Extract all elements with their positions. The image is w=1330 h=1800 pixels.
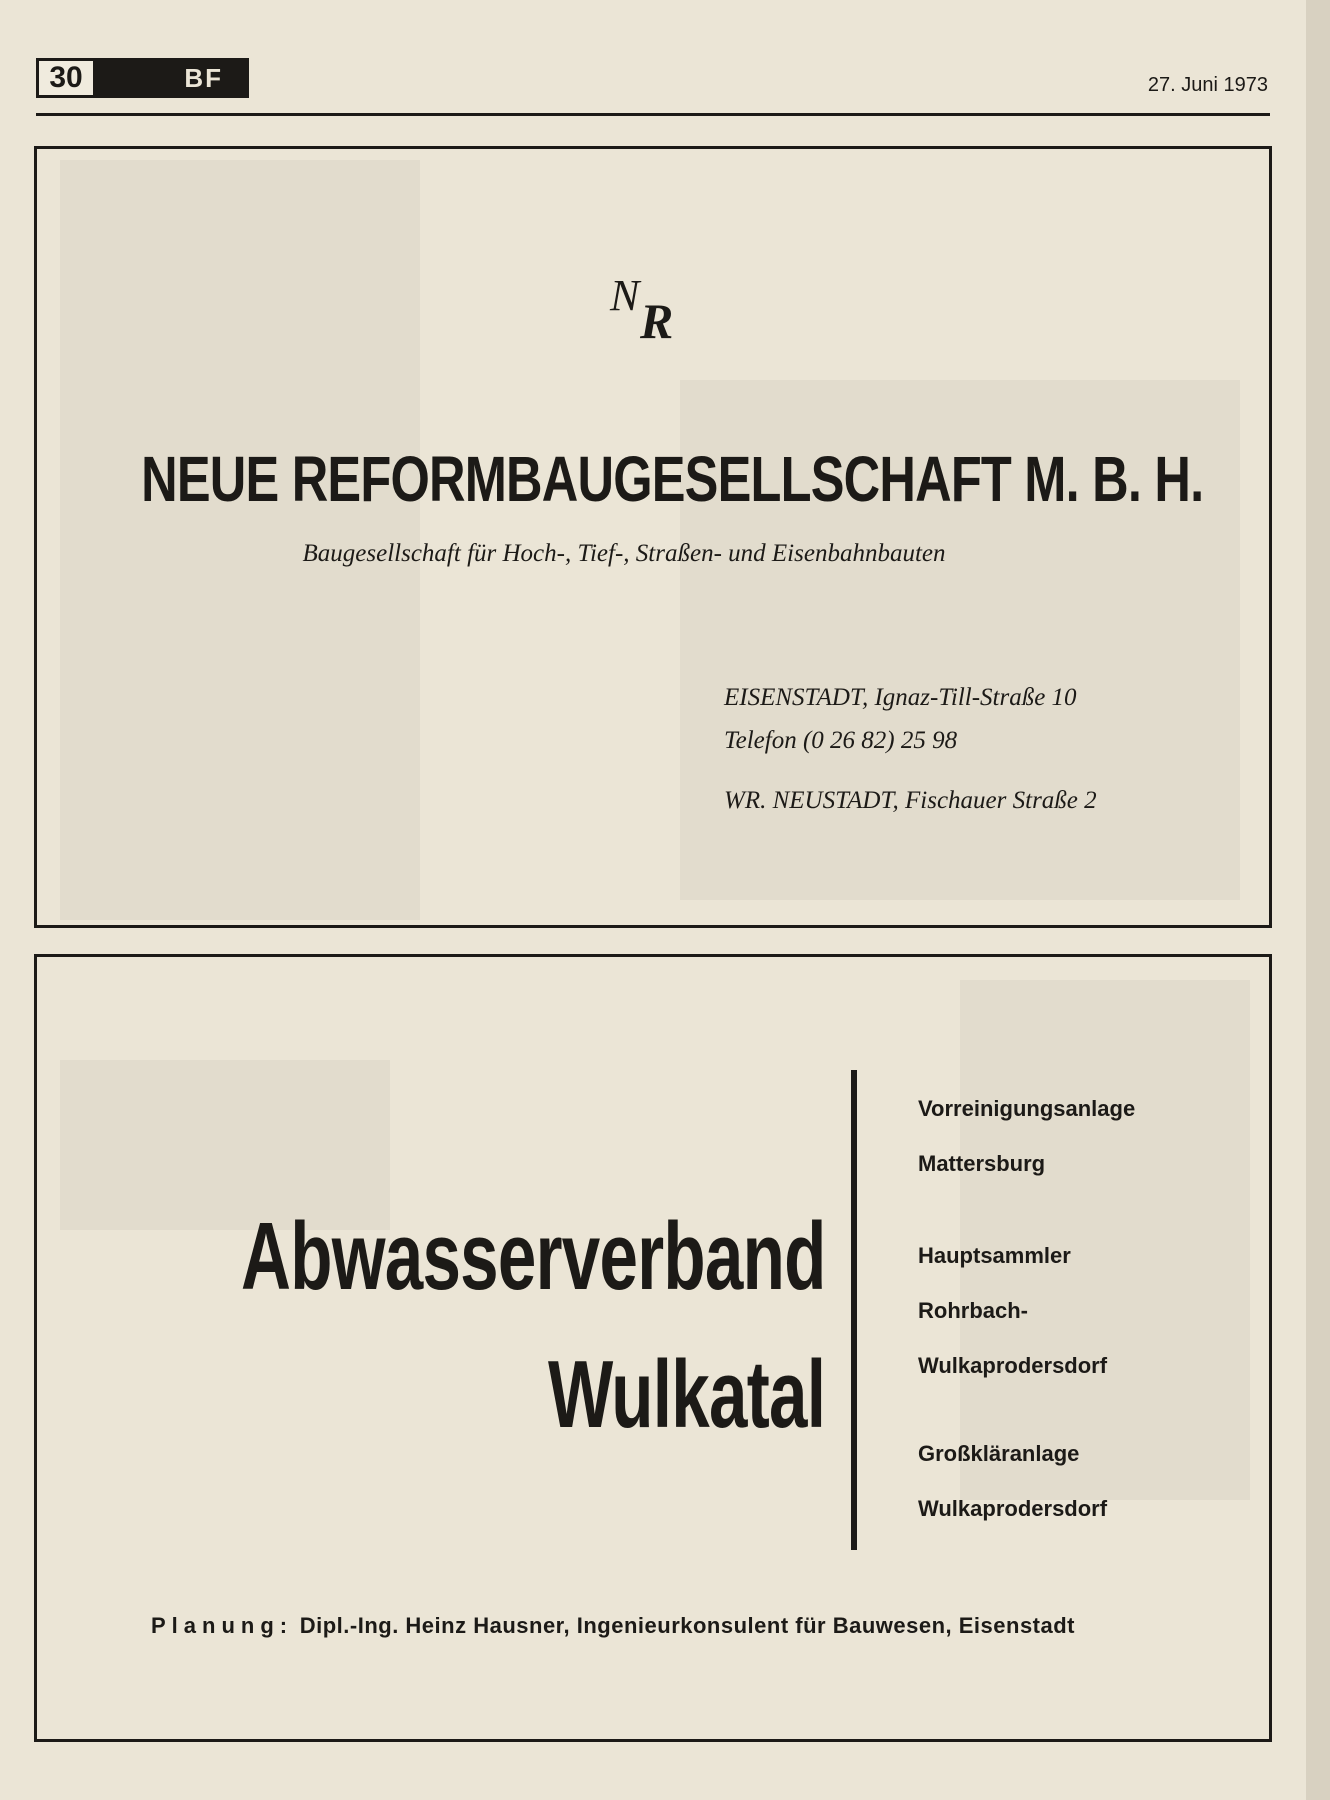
phone-number: Telefon (0 26 82) 25 98 xyxy=(724,727,958,754)
planning-engineer: Dipl.-Ing. Heinz Hausner, Ingenieurkonsulent für Bauwesen, Eisenstadt xyxy=(299,1613,1076,1638)
project-item: Wulkaprodersdorf xyxy=(918,1496,1108,1521)
page-number: 30 xyxy=(36,58,96,98)
company-tagline: Baugesellschaft für Hoch-, Tief-, Straßen- und Eisenbahnbauten xyxy=(302,540,946,567)
address-eisenstadt: EISENSTADT, Ignaz-Till-Straße 10 xyxy=(724,684,1077,711)
planning-credit xyxy=(0,1613,1278,1639)
vertical-divider xyxy=(851,1070,857,1550)
project-item: Rohrbach- xyxy=(918,1298,1028,1323)
association-name-line1: Abwasserverband xyxy=(240,1203,826,1310)
project-item: Vorreinigungsanlage xyxy=(918,1096,1136,1121)
page-edge xyxy=(1306,0,1330,1800)
address-wiener-neustadt: WR. NEUSTADT, Fischauer Straße 2 xyxy=(724,787,1097,814)
section-label: BF xyxy=(96,58,249,98)
project-item: Wulkaprodersdorf xyxy=(918,1353,1108,1378)
planning-label: Planung: xyxy=(150,1613,294,1638)
company-logo xyxy=(610,270,730,350)
project-item: Großkläranlage xyxy=(918,1441,1080,1466)
project-item: Mattersburg xyxy=(918,1151,1046,1176)
project-item: Hauptsammler xyxy=(918,1243,1071,1268)
company-name: NEUE REFORMBAUGESELLSCHAFT M. B. H. xyxy=(141,443,1204,515)
logo-letter-r: R xyxy=(640,293,674,349)
header-rule xyxy=(36,113,1270,116)
logo-letter-n: N xyxy=(610,271,640,320)
association-name-line2: Wulkatal xyxy=(548,1341,826,1448)
issue-date: 27. Juni 1973 xyxy=(1147,74,1268,96)
